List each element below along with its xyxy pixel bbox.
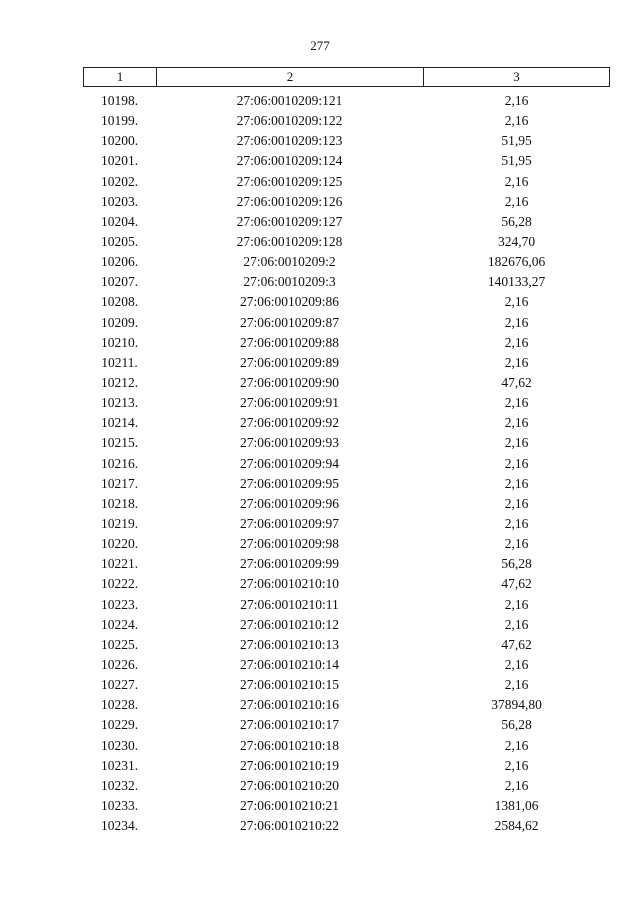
table-row [83,353,610,373]
cadastral-number-cell: 27:06:0010210:10 [239,576,339,592]
cadastral-number-cell: 27:06:0010209:127 [236,213,343,229]
table-row [83,333,610,353]
row-number-cell: 10221. [100,556,139,572]
row-number-cell: 10234. [100,818,139,834]
table-row [83,816,610,836]
value-cell: 2,16 [504,757,529,773]
table-row [83,595,610,615]
table-row [83,736,610,756]
value-cell: 2584,62 [494,818,539,834]
value-cell: 2,16 [504,677,529,693]
cadastral-number-cell: 27:06:0010209:94 [239,455,339,471]
row-number-cell: 10218. [100,495,139,511]
row-number-cell: 10213. [100,395,139,411]
value-cell: 2,16 [504,596,529,612]
value-cell: 2,16 [504,455,529,471]
cadastral-number-cell: 27:06:0010209:92 [239,415,339,431]
table-row [83,635,610,655]
cadastral-number-cell: 27:06:0010209:88 [239,334,339,350]
row-number-cell: 10232. [100,777,139,793]
table-row [83,111,610,131]
value-cell: 2,16 [504,314,529,330]
table-row [83,534,610,554]
row-number-cell: 10214. [100,415,139,431]
cadastral-number-cell: 27:06:0010210:11 [240,596,339,612]
row-number-cell: 10198. [100,93,139,108]
table-row [83,474,610,494]
cadastral-number-cell: 27:06:0010209:89 [239,354,339,370]
table-row [83,151,610,171]
table-row [83,232,610,252]
cadastral-number-cell: 27:06:0010210:22 [239,818,339,834]
value-cell: 51,95 [501,133,532,149]
value-cell: 2,16 [504,173,529,189]
table-row [83,695,610,715]
table-row [83,131,610,151]
column-header-3: 3 [513,69,520,84]
table-row [83,675,610,695]
cadastral-number-cell: 27:06:0010209:99 [239,556,339,572]
value-cell: 56,28 [501,717,532,733]
row-number-cell: 10226. [100,656,139,672]
value-cell: 2,16 [504,536,529,552]
cadastral-number-cell: 27:06:0010209:121 [236,93,343,108]
cadastral-number-cell: 27:06:0010210:13 [239,636,339,652]
cadastral-number-cell: 27:06:0010210:21 [239,797,339,813]
cadastral-number-cell: 27:06:0010209:123 [236,133,343,149]
table-row [83,514,610,534]
row-number-cell: 10219. [100,515,139,531]
table-body [83,91,610,836]
value-cell: 47,62 [501,374,532,390]
row-number-cell: 10205. [100,233,139,249]
value-cell: 2,16 [504,294,529,310]
cadastral-number-cell: 27:06:0010209:87 [239,314,339,330]
row-number-cell: 10201. [100,153,139,169]
table-row [83,756,610,776]
table-row [83,292,610,312]
value-cell: 2,16 [504,435,529,451]
value-cell: 140133,27 [487,274,546,290]
row-number-cell: 10215. [100,435,139,451]
page-number: 277 [310,38,330,53]
table-row [83,393,610,413]
column-header-2: 2 [157,68,424,86]
table-row [83,615,610,635]
cadastral-number-cell: 27:06:0010210:14 [239,656,339,672]
value-cell: 2,16 [504,415,529,431]
row-number-cell: 10231. [100,757,139,773]
row-number-cell: 10225. [100,636,139,652]
table-row [83,192,610,212]
row-number-cell: 10223. [100,596,139,612]
row-number-cell: 10207. [100,274,139,290]
row-number-cell: 10229. [100,717,139,733]
table-row [83,574,610,594]
value-cell: 47,62 [501,636,532,652]
value-cell: 2,16 [504,113,529,129]
value-cell: 2,16 [504,616,529,632]
cadastral-number-cell: 27:06:0010209:98 [239,536,339,552]
value-cell: 2,16 [504,777,529,793]
row-number-cell: 10208. [100,294,139,310]
value-cell: 2,16 [504,475,529,491]
value-cell: 2,16 [504,737,529,753]
table-row [83,252,610,272]
row-number-cell: 10202. [100,173,139,189]
table-row [83,494,610,514]
value-cell: 2,16 [504,395,529,411]
table-row [83,172,610,192]
table-row [83,212,610,232]
cadastral-number-cell: 27:06:0010210:15 [239,677,339,693]
row-number-cell: 10209. [100,314,139,330]
value-cell: 51,95 [501,153,532,169]
row-number-cell: 10211. [101,354,138,370]
cadastral-number-cell: 27:06:0010209:125 [236,173,343,189]
table-row [83,313,610,333]
row-number-cell: 10200. [100,133,139,149]
value-cell: 2,16 [504,193,529,209]
row-number-cell: 10212. [100,374,139,390]
value-cell: 56,28 [501,213,532,229]
table-row [83,454,610,474]
table-row [83,796,610,816]
row-number-cell: 10204. [100,213,139,229]
table-header [83,67,610,87]
table-row [83,433,610,453]
row-number-cell: 10217. [100,475,139,491]
value-cell: 56,28 [501,556,532,572]
cadastral-number-cell: 27:06:0010209:126 [236,193,343,209]
value-cell: 2,16 [504,656,529,672]
value-cell: 1381,06 [494,797,539,813]
table-row [83,91,610,111]
row-number-cell: 10199. [100,113,139,129]
cadastral-number-cell: 27:06:0010209:3 [243,274,336,290]
row-number-cell: 10224. [100,616,139,632]
column-header-1: 1 [84,68,157,86]
row-number-cell: 10206. [100,254,139,270]
cadastral-number-cell: 27:06:0010209:91 [239,395,339,411]
row-number-cell: 10210. [100,334,139,350]
cadastral-number-cell: 27:06:0010209:95 [239,475,339,491]
value-cell: 2,16 [504,515,529,531]
row-number-cell: 10203. [100,193,139,209]
table-row [83,373,610,393]
cadastral-number-cell: 27:06:0010209:124 [236,153,343,169]
cadastral-number-cell: 27:06:0010209:2 [243,254,336,270]
table-row [83,776,610,796]
cadastral-number-cell: 27:06:0010209:96 [239,495,339,511]
row-number-cell: 10216. [100,455,139,471]
row-number-cell: 10233. [100,797,139,813]
value-cell: 324,70 [497,233,536,249]
row-number-cell: 10220. [100,536,139,552]
cadastral-number-cell: 27:06:0010209:122 [236,113,343,129]
cadastral-number-cell: 27:06:0010210:12 [239,616,339,632]
value-cell: 37894,80 [491,697,542,713]
cadastral-number-cell: 27:06:0010209:86 [239,294,339,310]
table-row [83,655,610,675]
table-row [83,554,610,574]
table-row [83,413,610,433]
cadastral-number-cell: 27:06:0010210:16 [239,697,339,713]
value-cell: 47,62 [501,576,532,592]
value-cell: 182676,06 [487,254,546,270]
cadastral-number-cell: 27:06:0010210:18 [239,737,339,753]
cadastral-number-cell: 27:06:0010209:97 [239,515,339,531]
cadastral-number-cell: 27:06:0010210:17 [239,717,339,733]
value-cell: 2,16 [504,334,529,350]
row-number-cell: 10222. [100,576,139,592]
value-cell: 2,16 [504,495,529,511]
row-number-cell: 10228. [100,697,139,713]
cadastral-number-cell: 27:06:0010210:20 [239,777,339,793]
value-cell: 2,16 [504,93,529,108]
cadastral-number-cell: 27:06:0010210:19 [239,757,339,773]
row-number-cell: 10227. [100,677,139,693]
value-cell: 2,16 [504,354,529,370]
table-row [83,715,610,735]
cadastral-number-cell: 27:06:0010209:93 [239,435,339,451]
cadastral-number-cell: 27:06:0010209:90 [239,374,339,390]
row-number-cell: 10230. [100,737,139,753]
cadastral-number-cell: 27:06:0010209:128 [236,233,343,249]
table-row [83,272,610,292]
